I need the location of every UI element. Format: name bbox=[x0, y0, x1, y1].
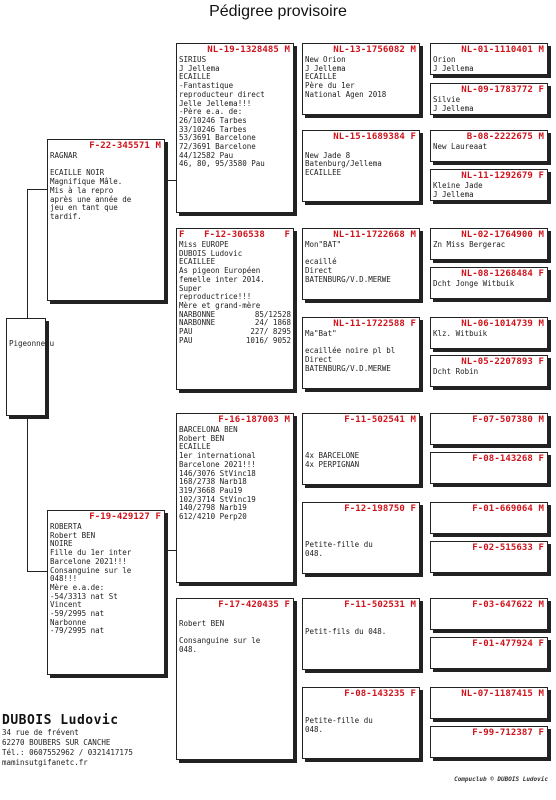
ring-number: F-12-198750 F bbox=[344, 504, 416, 514]
pedigree-notes: ROBERTA Robert BEN NOIRE Fille du 1er inter Barcelone 2021!!! Consanguine sur le 048!!! Mère e.a.de: -54/3313 nat St Vincent -59/2995 nat Narbonne -79/2995 nat bbox=[50, 522, 132, 636]
ring-number: F-22-345571 M bbox=[89, 141, 161, 151]
pedigree-notes: New Orion J Jellema ECAILLE Père du 1er National Agen 2018 bbox=[305, 55, 387, 99]
breeder-city: 62270 BOUBERS SUR CANCHE bbox=[2, 738, 111, 747]
connector-line bbox=[27, 189, 28, 318]
ring-number: F-19-429127 F bbox=[89, 512, 161, 522]
ring-number: F-01-477924 F bbox=[472, 639, 544, 649]
pedigree-notes: Robert BEN Consanguine sur le 048. bbox=[179, 618, 261, 654]
race-result-row bbox=[179, 337, 291, 346]
ring-number: NL-11-1722668 M bbox=[333, 230, 416, 240]
pedigree-notes: Petit-fils du 048. bbox=[305, 627, 387, 637]
gg-grandparent-box bbox=[430, 169, 548, 201]
ring-number: NL-09-1783772 F bbox=[461, 85, 544, 95]
ring-number: F-03-647622 M bbox=[472, 600, 544, 610]
gg-grandparent-box bbox=[430, 598, 548, 630]
pedigree-notes: BARCELONA BEN Robert BEN ECAILLE 1er international Barcelone 2021!!! 146/3076 StVinc18 168/2738 Narb18 319/3668 Pau19 102/3714 StVinc19 140/2798 Narb19 612/4210 Perp20 bbox=[179, 425, 256, 522]
ring-number: NL-11-1722588 F bbox=[333, 319, 416, 329]
pedigree-notes: New Jade 8 Batenburg/Jellema ECAILLEE bbox=[305, 150, 382, 178]
ring-number: NL-13-1756082 M bbox=[333, 45, 416, 55]
ring-number: B-08-2222675 M bbox=[466, 132, 544, 142]
connector-line bbox=[27, 416, 28, 571]
great-grandparent-box bbox=[302, 413, 420, 485]
breeder-phone: Tél.: 0607552962 / 0321417175 bbox=[2, 748, 133, 757]
ring-number: NL-07-1187415 M bbox=[461, 689, 544, 699]
gg-grandparent-box bbox=[430, 130, 548, 162]
race-placing: 24/ 1868 bbox=[254, 318, 291, 328]
gg-grandparent-box bbox=[430, 637, 548, 669]
ring-number: F-11-502531 M bbox=[344, 600, 416, 610]
pedigree-notes: Klz. Witbuik bbox=[433, 329, 488, 338]
gg-grandparent-box bbox=[430, 43, 548, 75]
race-results bbox=[177, 311, 293, 346]
subject-box bbox=[6, 318, 55, 416]
gg-grandparent-box bbox=[430, 83, 548, 115]
gg-grandparent-box bbox=[430, 355, 548, 387]
race-placing: 85/12528 bbox=[254, 309, 291, 319]
gg-grandparent-box bbox=[430, 317, 548, 349]
ring-number: F-11-502541 M bbox=[344, 415, 416, 425]
gg-grandparent-box bbox=[430, 228, 548, 260]
connector-line bbox=[27, 189, 47, 190]
ring-number: F-01-669064 M bbox=[472, 504, 544, 514]
pedigree-notes: Mon"BAT" ecaillé Direct BATENBURG/V.D.MERWE bbox=[305, 240, 391, 284]
ring-number: F-99-712387 F bbox=[472, 728, 544, 738]
pedigree-notes: New Laureaat bbox=[433, 142, 488, 151]
ring-number: F-07-507380 M bbox=[472, 415, 544, 425]
pedigree-notes: Kleine Jade J Jellema bbox=[433, 181, 483, 199]
pedigree-notes: Zn Miss Bergerac bbox=[433, 240, 506, 249]
race-location: NARBONNE bbox=[179, 318, 216, 328]
pedigree-notes: Ma"Bat" ecaillée noire pl bl Direct BATENBURG/V.D.MERWE bbox=[305, 329, 396, 373]
race-location: NARBONNE bbox=[179, 309, 216, 319]
pedigree-notes: Dcht Robin bbox=[433, 367, 479, 376]
connector-line bbox=[165, 180, 176, 181]
granddam-maternal-box bbox=[176, 598, 294, 760]
pedigree-notes: Orion J Jellema bbox=[433, 55, 474, 73]
race-location: PAU bbox=[179, 327, 193, 337]
connector-line bbox=[27, 571, 47, 572]
pedigree-notes: Miss EUROPE DUBOIS Ludovic ECAILLEE As pigeon Européen femelle inter 2014. Super reproductrice!!! Mère et grand-mère bbox=[179, 240, 265, 310]
great-grandparent-box bbox=[302, 317, 420, 389]
breeder-email: maminsutgifanetc.fr bbox=[2, 758, 88, 767]
ring-number: NL-02-1764900 M bbox=[461, 230, 544, 240]
granddam-paternal-box bbox=[176, 228, 294, 390]
ring-number: NL-06-1014739 M bbox=[461, 319, 544, 329]
great-grandparent-box bbox=[302, 598, 420, 670]
gg-grandparent-box bbox=[430, 452, 548, 484]
pedigree-notes: Petite-fille du 048. bbox=[305, 540, 373, 558]
breeder-name: DUBOIS Ludovic bbox=[2, 713, 119, 728]
connector-line bbox=[165, 550, 176, 551]
software-credit: Compuclub © DUBOIS Ludovic bbox=[454, 776, 548, 783]
gg-grandparent-box bbox=[430, 687, 548, 719]
race-location: PAU bbox=[179, 335, 193, 345]
ring-number: F-17-420435 F bbox=[218, 600, 290, 610]
breeder-info bbox=[2, 713, 133, 768]
grandsire-paternal-box bbox=[176, 43, 294, 213]
mother-box bbox=[47, 510, 165, 675]
breeder-street: 34 rue de frévent bbox=[2, 728, 79, 737]
race-placing: 1016/ 9052 bbox=[245, 335, 291, 345]
ring-number: NL-19-1328485 M bbox=[207, 45, 290, 55]
ring-number: F F-12-306538 F bbox=[179, 230, 290, 240]
gg-grandparent-box bbox=[430, 726, 548, 758]
grandsire-maternal-box bbox=[176, 413, 294, 583]
ring-number: F-08-143268 F bbox=[472, 454, 544, 464]
pedigree-notes: RAGNAR ECAILLE NOIR Magnifique Mâle. Mis à la repro après une année de jeu en tant que tardif. bbox=[50, 151, 132, 221]
gg-grandparent-box bbox=[430, 413, 548, 445]
subject-name: Pigeonneau bbox=[9, 339, 55, 348]
ring-number: F-08-143235 F bbox=[344, 689, 416, 699]
great-grandparent-box bbox=[302, 687, 420, 759]
pedigree-notes: Silvie J Jellema bbox=[433, 95, 474, 113]
pedigree-notes: SIRIUS J Jellema ECAILLE -Fantastique reproducteur direct Jelle Jellema!!! -Père e.a. de: 26/10246 Tarbes 33/10246 Tarbes 53/3691 Barcelone 72/3691 Barcelone 44/12582 Pau 46, 80, 95/3580 Pau bbox=[179, 55, 265, 169]
ring-number: F-02-515633 F bbox=[472, 543, 544, 553]
race-placing: 227/ 8295 bbox=[250, 327, 291, 337]
ring-number: NL-08-1268484 F bbox=[461, 269, 544, 279]
great-grandparent-box bbox=[302, 502, 420, 574]
pedigree-notes: Petite-fille du 048. bbox=[305, 716, 373, 735]
pedigree-notes: 4x BARCELONE 4x PERPIGNAN bbox=[305, 451, 360, 469]
gg-grandparent-box bbox=[430, 267, 548, 299]
ring-number: NL-11-1292679 F bbox=[461, 171, 544, 181]
gg-grandparent-box bbox=[430, 502, 548, 534]
ring-number: F-16-187003 M bbox=[218, 415, 290, 425]
ring-number: NL-01-1110401 M bbox=[461, 45, 544, 55]
pedigree-notes: Dcht Jonge Witbuik bbox=[433, 279, 515, 288]
great-grandparent-box bbox=[302, 43, 420, 115]
ring-number: NL-15-1689384 F bbox=[333, 132, 416, 142]
gg-grandparent-box bbox=[430, 541, 548, 573]
great-grandparent-box bbox=[302, 130, 420, 202]
father-box bbox=[47, 139, 165, 301]
ring-number: NL-05-2207893 F bbox=[461, 357, 544, 367]
page-title: Pédigree provisoire bbox=[209, 3, 347, 20]
great-grandparent-box bbox=[302, 228, 420, 300]
